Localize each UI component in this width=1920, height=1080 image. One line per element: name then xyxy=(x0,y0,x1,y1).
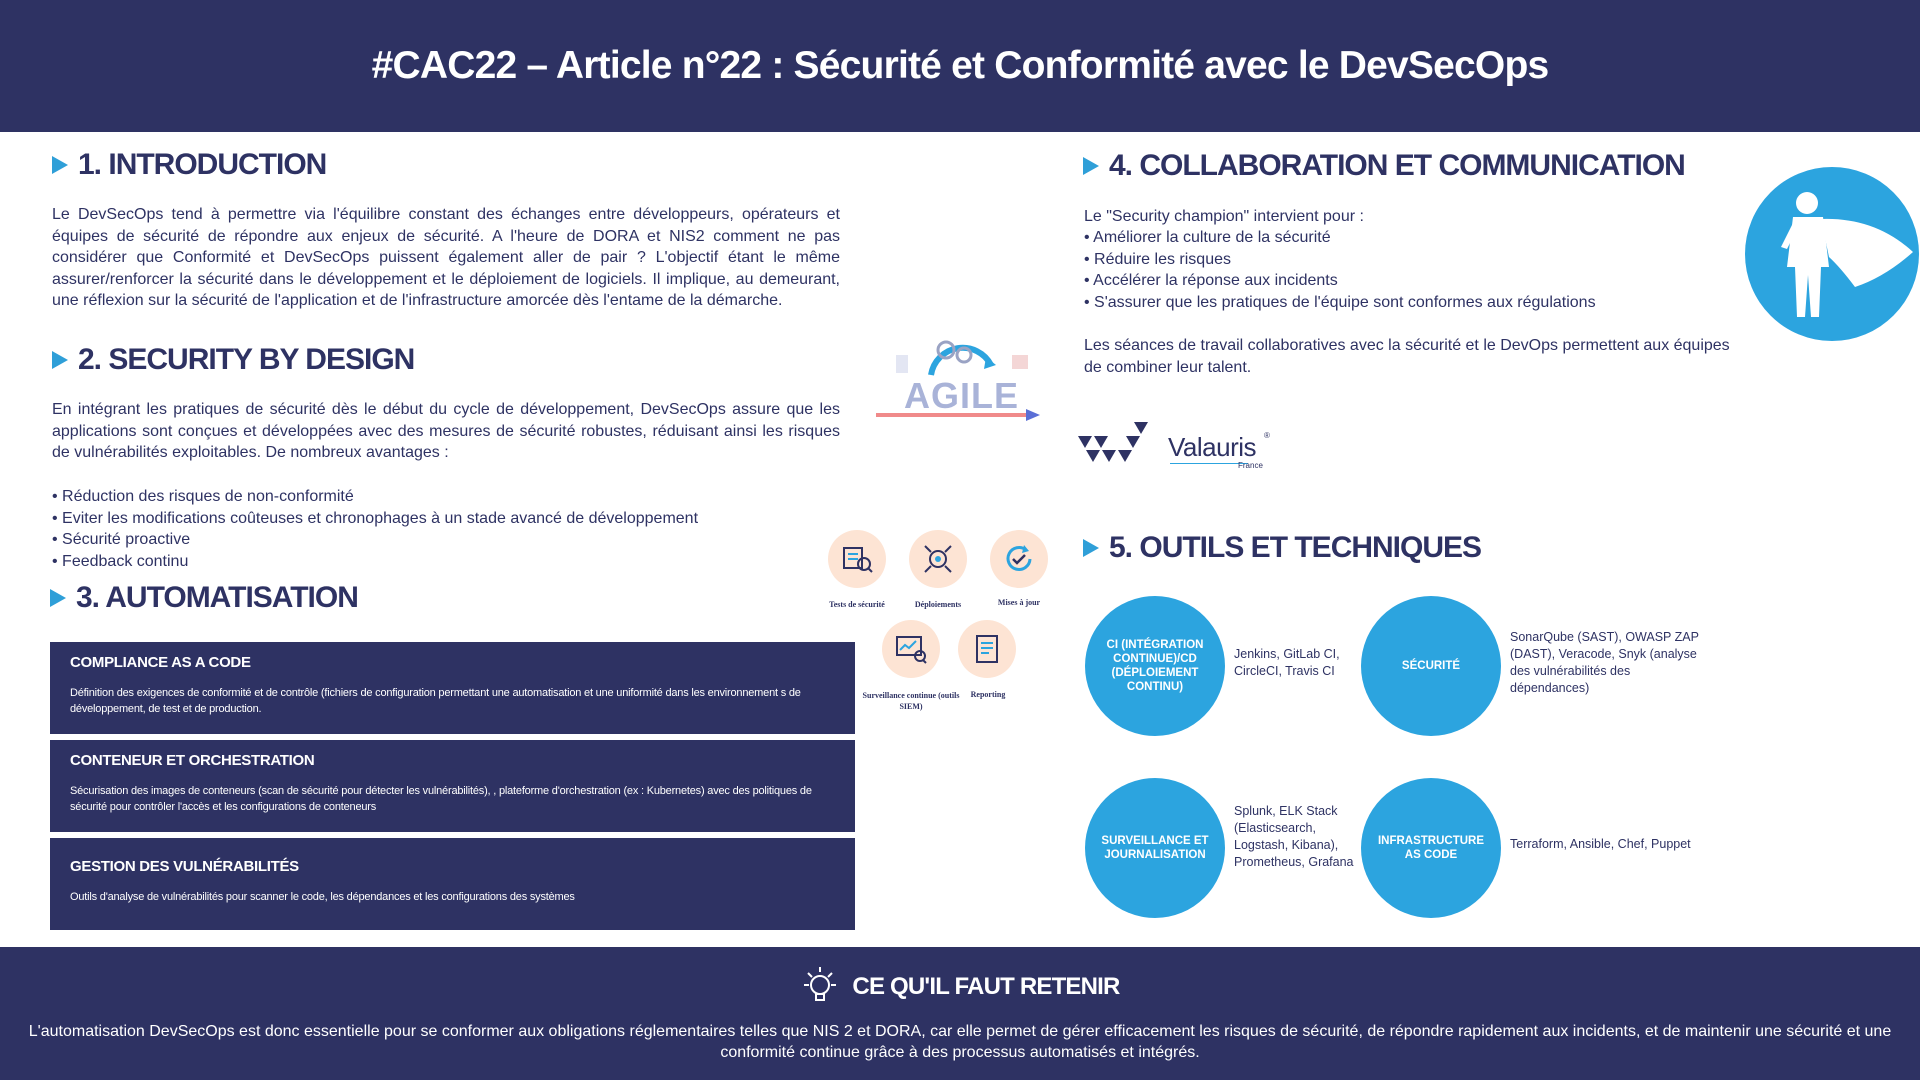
valauris-country: France xyxy=(1238,461,1263,470)
automation-heading: 3. AUTOMATISATION xyxy=(50,581,358,615)
list-item: • Améliorer la culture de la sécurité xyxy=(1084,227,1744,249)
ci-cd-circle: CI (INTÉGRATION CONTINUE)/CD (DÉPLOIEMENT CONTINU) xyxy=(1085,596,1225,736)
container-orchestration-box xyxy=(50,740,855,832)
logo-underline xyxy=(1170,463,1248,464)
intro-heading: 1. INTRODUCTION xyxy=(52,148,326,182)
box-text: Définition des exigences de conformité et de contrôle (fichiers de configuration permettant une automatisation et une uniformité dans les environnement s de développement, de test et de production. xyxy=(70,687,801,715)
deployment-icon xyxy=(909,530,967,588)
reporting-icon xyxy=(958,620,1016,678)
valauris-name: Valauris xyxy=(1168,432,1257,462)
valauris-logo-icon xyxy=(1078,418,1158,473)
lightbulb-icon xyxy=(800,965,840,1009)
box-title: COMPLIANCE AS A CODE xyxy=(70,654,251,671)
list-item: • Eviter les modifications coûteuses et chronophages à un stade avancé de développement xyxy=(52,508,832,530)
icon-label: Tests de sécurité xyxy=(829,600,885,609)
security-design-heading: 2. SECURITY BY DESIGN xyxy=(52,343,414,377)
list-item: • Réduction des risques de non-conformité xyxy=(52,486,832,508)
triangle-bullet-icon xyxy=(50,589,66,607)
agile-label: AGILE xyxy=(904,375,1020,416)
security-champion-hero-icon xyxy=(1745,167,1919,341)
security-tools-text: SonarQube (SAST), OWASP ZAP (DAST), Veracode, Snyk (analyse des vulnérabilités des dépendances) xyxy=(1510,630,1699,695)
collaboration-bullets xyxy=(1084,227,1744,313)
footer xyxy=(0,947,1920,1080)
list-item: • Feedback continu xyxy=(52,551,832,573)
monitoring-icon xyxy=(882,620,940,678)
box-text: Outils d'analyse de vulnérabilités pour scanner le code, les dépendances et les configurations des systèmes xyxy=(70,891,575,903)
page-header xyxy=(0,0,1920,132)
intro-text: Le DevSecOps tend à permettre via l'équilibre constant des échanges entre développeurs, opérateurs et équipes de sécurité de répondre aux enjeux de sécurité. A l'heure de DORA et NIS2 comment ne pas considérer que Conformité et DevSecOps puissent également aller de pair ? L'objectif étant le même assurer/renforcer la sécurité dans le développement et le déploiement de logiciels. Il implique, au demeurant, une réflexion sur la sécurité de l'application et de l'infrastructure amorcée dès l'entame de la démarche. xyxy=(52,206,840,309)
security-test-icon xyxy=(828,530,886,588)
icon-label: Surveillance continue (outils SIEM) xyxy=(862,691,960,711)
list-item: • S'assurer que les pratiques de l'équipe sont conformes aux régulations xyxy=(1084,292,1744,314)
iac-tools-text: Terraform, Ansible, Chef, Puppet xyxy=(1510,837,1691,851)
ci-cd-tools-text: Jenkins, GitLab CI, CircleCI, Travis CI xyxy=(1234,647,1340,678)
triangle-bullet-icon xyxy=(52,351,68,369)
collaboration-heading: 4. COLLABORATION ET COMMUNICATION xyxy=(1083,149,1685,183)
icon-label: Reporting xyxy=(970,690,1006,699)
list-item: • Réduire les risques xyxy=(1084,249,1744,271)
list-item: • Accélérer la réponse aux incidents xyxy=(1084,270,1744,292)
icon-label: Mises à jour xyxy=(997,598,1041,607)
tools-heading: 5. OUTILS ET TECHNIQUES xyxy=(1083,531,1481,565)
security-circle: SÉCURITÉ xyxy=(1361,596,1501,736)
vulnerability-management-box xyxy=(50,838,855,930)
security-design-text: En intégrant les pratiques de sécurité dès le début du cycle de développement, DevSecOps assure que les applications sont conçues et développées avec des mesures de sécurité robustes, réduisant ainsi les risques de vulnérabilités exploitables. De nombreux avantages : xyxy=(52,401,840,461)
footer-text: L'automatisation DevSecOps est donc essentielle pour se conformer aux obligations réglementaires telles que NIS 2 et DORA, car elle permet de gérer efficacement les risques de sécurité, de répondre rapidement aux incidents, et de maintenir une sécurité et une conformité continue grâce à des processus automatisés et intégrés. xyxy=(28,1023,1892,1061)
agile-illustration xyxy=(876,335,1046,430)
box-text: Sécurisation des images de conteneurs (scan de sécurité pour détecter les vulnérabilités), , plateforme d'orchestration (ex : Kubernetes) avec des politiques de sécurité pour contrôler l'accès et les configurations de conteneurs xyxy=(70,785,812,813)
registered-mark: ® xyxy=(1264,431,1270,440)
icon-label: Déploiements xyxy=(914,600,962,609)
valauris-logo xyxy=(1078,418,1278,473)
list-item: • Sécurité proactive xyxy=(52,529,832,551)
update-icon xyxy=(990,530,1048,588)
footer-title: CE QU'IL FAUT RETENIR xyxy=(0,965,1920,1009)
infrastructure-as-code-circle: INFRASTRUCTURE AS CODE xyxy=(1361,778,1501,918)
collaboration-text: Les séances de travail collaboratives avec la sécurité et le DevOps permettent aux équipes de combiner leur talent. xyxy=(1084,337,1730,376)
monitoring-logging-circle: SURVEILLANCE ET JOURNALISATION xyxy=(1085,778,1225,918)
page-title: #CAC22 – Article n°22 : Sécurité et Conformité avec le DevSecOps xyxy=(371,44,1549,87)
security-design-bullets xyxy=(52,486,832,572)
monitoring-tools-text: Splunk, ELK Stack (Elasticsearch, Logstash, Kibana), Prometheus, Grafana xyxy=(1234,804,1354,869)
box-title: CONTENEUR ET ORCHESTRATION xyxy=(70,752,315,769)
triangle-bullet-icon xyxy=(1083,539,1099,557)
box-title: GESTION DES VULNÉRABILITÉS xyxy=(70,858,299,875)
triangle-bullet-icon xyxy=(1083,157,1099,175)
triangle-bullet-icon xyxy=(52,156,68,174)
compliance-as-code-box xyxy=(50,642,855,734)
collaboration-intro: Le "Security champion" intervient pour : xyxy=(1084,208,1364,225)
